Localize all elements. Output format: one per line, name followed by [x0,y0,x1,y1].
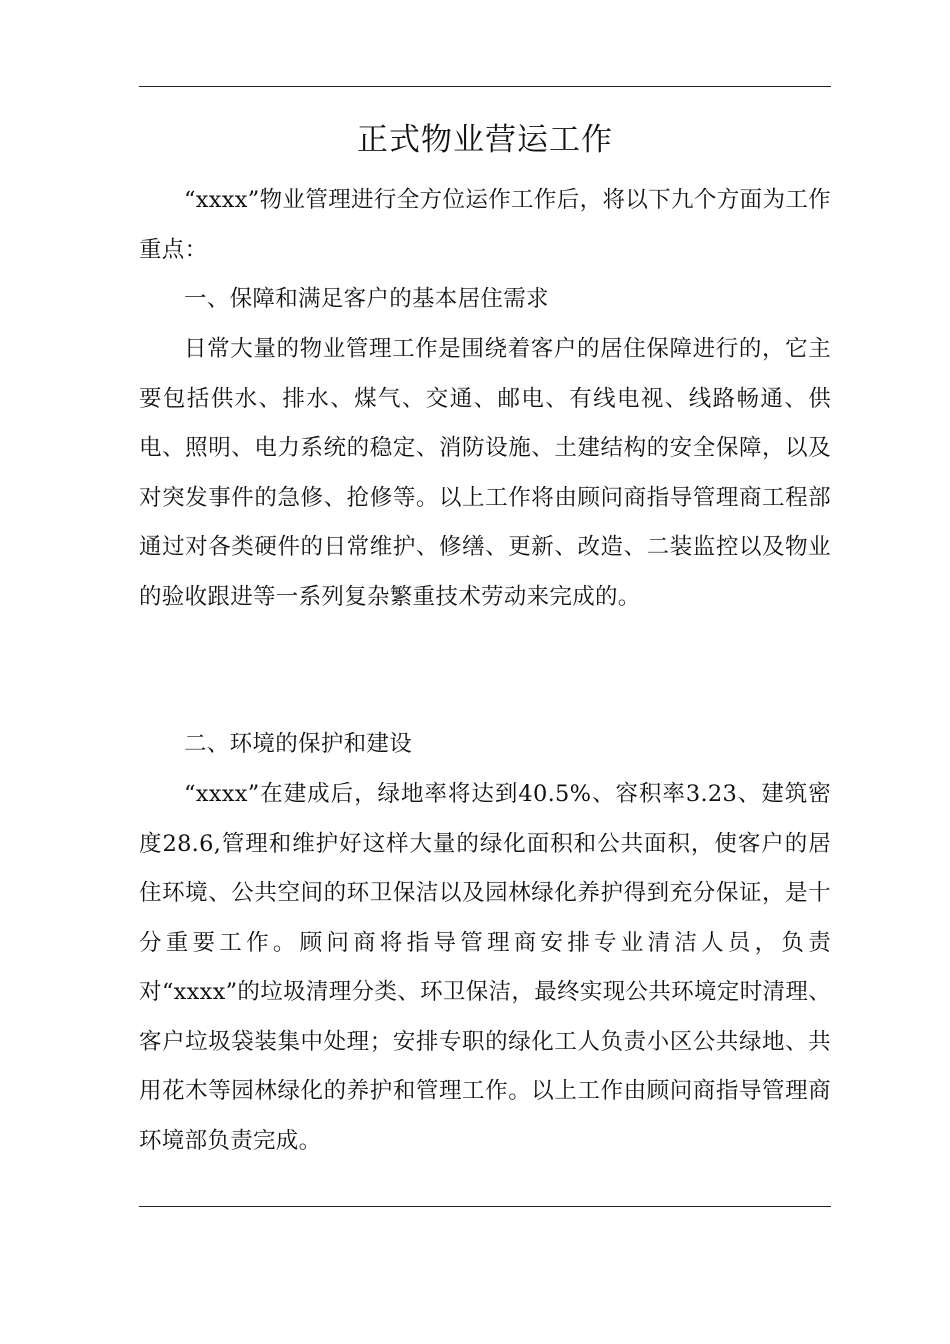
section-heading-1: 一、保障和满足客户的基本居住需求 [184,286,549,312]
footer-rule [139,1206,831,1207]
document-title: 正式物业营运工作 [357,122,613,158]
intro-paragraph: “xxxx”物业管理进行全方位运作工作后，将以下九个方面为工作重点： [139,187,831,263]
section-heading-2: 二、环境的保护和建设 [184,731,413,757]
section-body-1: 日常大量的物业管理工作是围绕着客户的居住保障进行的，它主要包括供水、排水、煤气、交通、邮电、有线电视、线路畅通、供电、照明、电力系统的稳定、消防设施、土建结构的安全保障，以及对突发事件的急修、抢修等。以上工作将由顾问商指导管理商工程部通过对各类硬件的日常维护、修缮、更新、改造、二装监控以及物业的验收跟进等一系列复杂繁重技术劳动来完成的。 [139,336,831,610]
section-body-2: “xxxx”在建成后，绿地率将达到40.5%、容积率3.23、建筑密度28.6,管理和维护好这样大量的绿化面积和公共面积，使客户的居住环境、公共空间的环卫保洁以及园林绿化养护得到充分保证，是十分重要工作。顾问商将指导管理商安排专业清洁人员，负责对“xxxx”的垃圾清理分类、环卫保洁，最终实现公共环境定时清理、客户垃圾袋装集中处理；安排专职的绿化工人负责小区公共绿地、共用花木等园林绿化的养护和管理工作。以上工作由顾问商指导管理商环境部负责完成。 [139,781,831,1154]
header-rule [139,86,831,87]
